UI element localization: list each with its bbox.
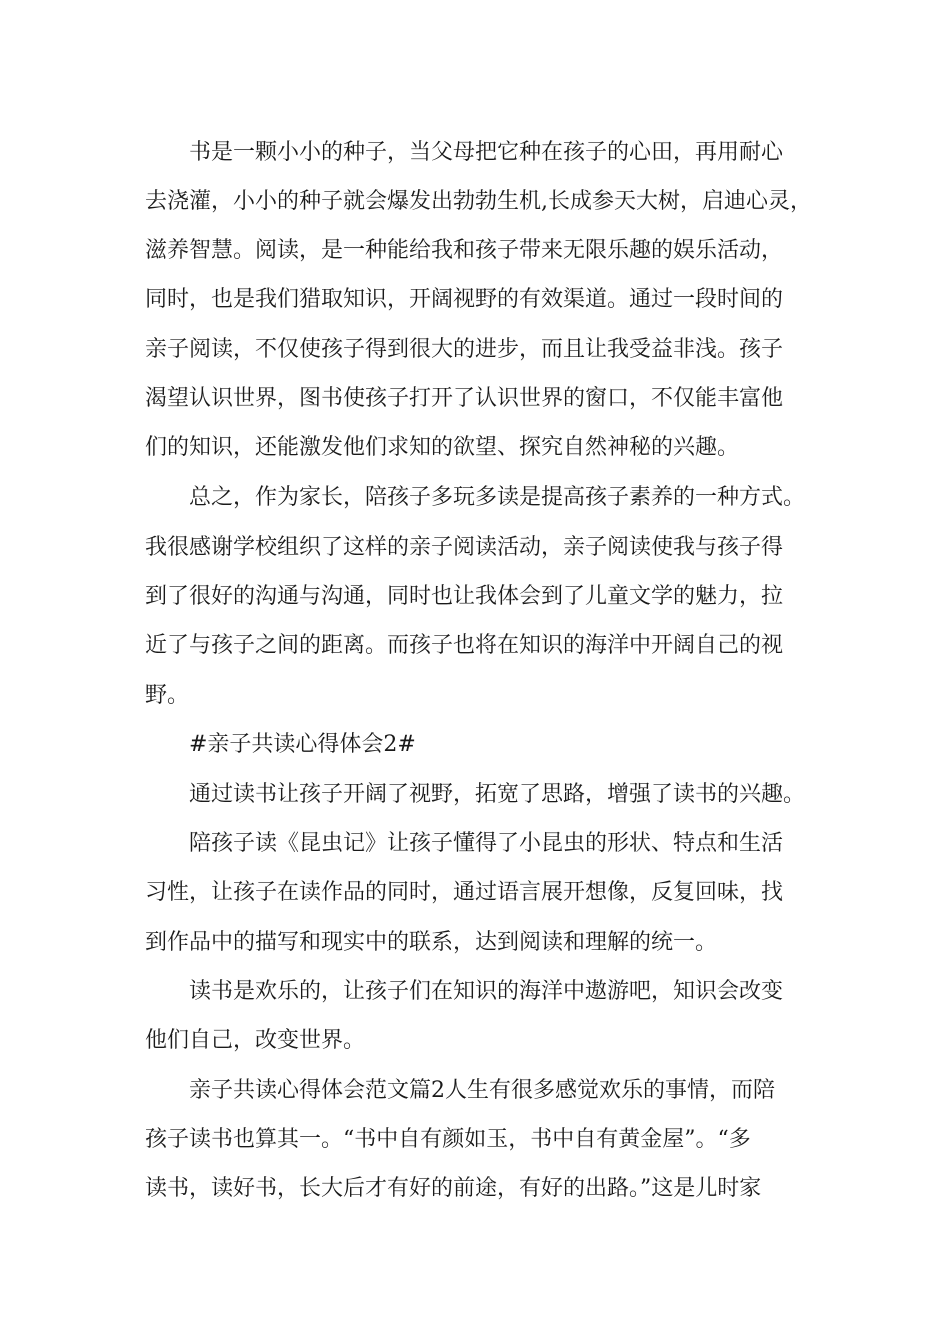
section-heading: #亲子共读心得体会2# (189, 732, 416, 757)
text-line: 渴望认识世界，图书使孩子打开了认识世界的窗口，不仅能丰富他 (145, 386, 784, 411)
text-line: 总之，作为家长，陪孩子多玩多读是提高孩子素养的一种方式。 (189, 485, 806, 510)
text-line: 书是一颗小小的种子，当父母把它种在孩子的心田，再用耐心 (189, 140, 784, 165)
text-line: 滋养智慧。阅读，是一种能给我和孩子带来无限乐趣的娱乐活动， (145, 238, 784, 263)
text-line: 习性，让孩子在读作品的同时，通过语言展开想像，反复回味，找 (145, 880, 784, 905)
text-line: 们的知识，还能激发他们求知的欲望、探究自然神秘的兴趣。 (145, 435, 740, 460)
text-line: 亲子共读心得体会范文篇2人生有很多感觉欢乐的事情，而陪 (189, 1078, 775, 1103)
text-line: 读书，读好书，长大后才有好的前途，有好的出路。”这是儿时家 (145, 1176, 762, 1201)
text-line: 我很感谢学校组织了这样的亲子阅读活动，亲子阅读使我与孩子得 (145, 535, 784, 560)
text-line: 通过读书让孩子开阔了视野，拓宽了思路，增强了读书的兴趣。 (189, 782, 806, 807)
text-line: 亲子阅读，不仅使孩子得到很大的进步，而且让我受益非浅。孩子 (145, 337, 784, 362)
text-line: 近了与孩子之间的距离。而孩子也将在知识的海洋中开阔自己的视 (145, 633, 784, 658)
text-line: 孩子读书也算其一。“书中自有颜如玉，书中自有黄金屋”。“多 (145, 1127, 751, 1152)
text-line: 到了很好的沟通与沟通，同时也让我体会到了儿童文学的魅力，拉 (145, 584, 784, 609)
text-line: 同时，也是我们猎取知识，开阔视野的有效渠道。通过一段时间的 (145, 287, 784, 312)
text-line: 他们自己，改变世界。 (145, 1028, 366, 1053)
text-line: 野。 (145, 683, 190, 708)
text-line: 陪孩子读《昆虫记》让孩子懂得了小昆虫的形状、特点和生活 (189, 831, 784, 856)
text-line: 读书是欢乐的，让孩子们在知识的海洋中遨游吧，知识会改变 (189, 979, 784, 1004)
text-line: 去浇灌，小小的种子就会爆发出勃勃生机,长成参天大树，启迪心灵， (145, 189, 812, 214)
text-line: 到作品中的描写和现实中的联系，达到阅读和理解的统一。 (145, 930, 718, 955)
